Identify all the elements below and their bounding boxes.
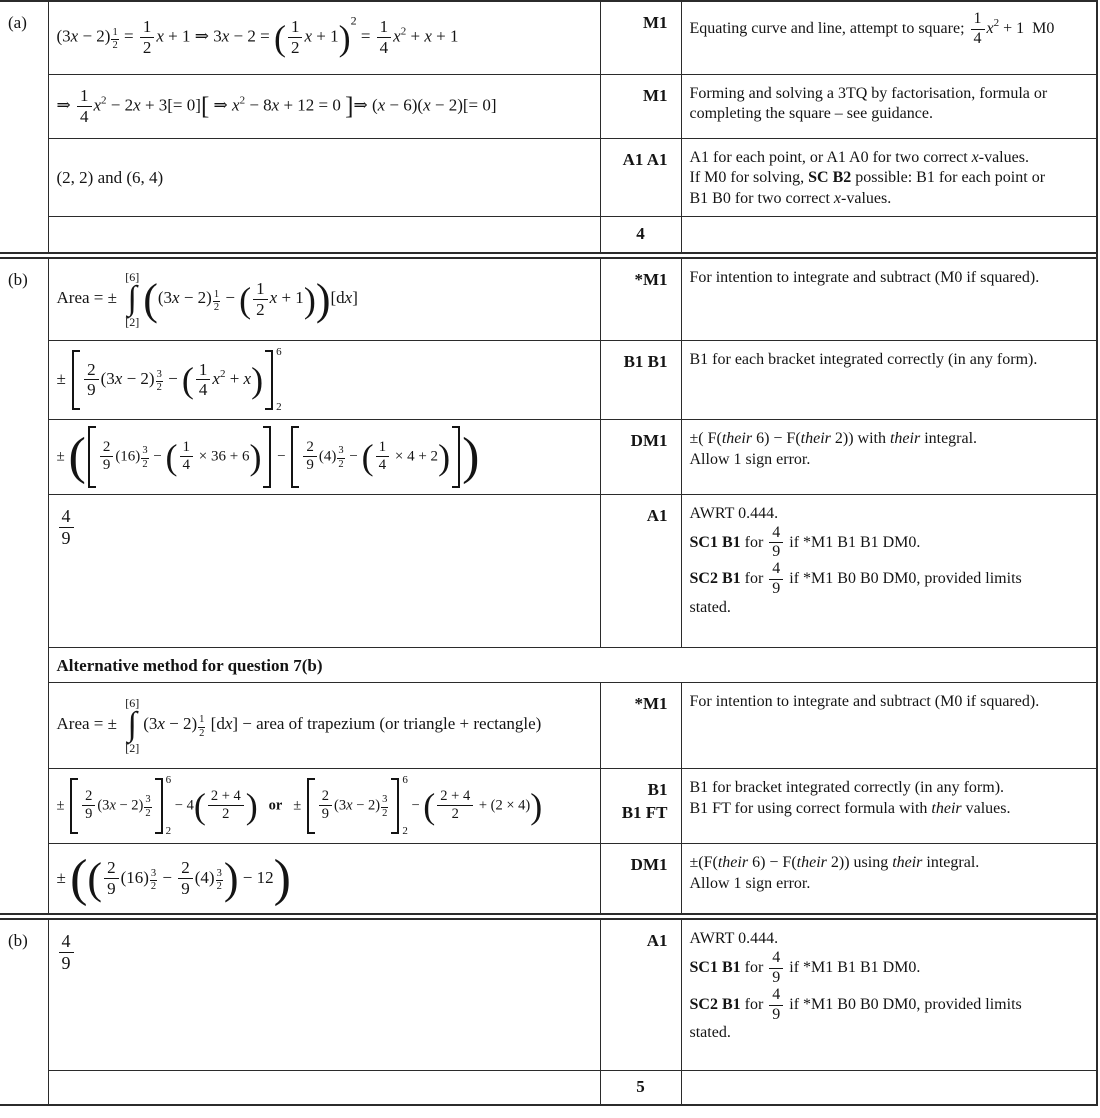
note-a2: Forming and solving a 3TQ by factorisation, formula or completing the square – see guidance. [681,74,1097,138]
working-alt3: ± (( $\frac{2}{9}$ (16) $\frac{3}{2}$ − $\frac{2}{9}$ (4) $\frac{3}{2}$ ) − 12) [48,843,600,914]
note-a1: Equating curve and line, attempt to square; $\frac{1}{4}$ $x^2 + 1$ M0 [681,1,1097,74]
row-a-total [0,216,1097,253]
working-b2: ± $\frac{2}{9}$ (3x − 2) $\frac{3}{2}$ − ( $\frac{1}{4}$ $x^2 + x$) 6 2 [48,340,600,419]
alt-method-header: Alternative method for question 7(b) [48,647,1097,682]
note-alt1: For intention to integrate and subtract (M0 if squared). [681,682,1097,768]
mark-alt2: B1 B1 FT [600,768,681,843]
working-b4: $\frac{4}{9}$ [48,494,600,647]
row-b-final [0,919,1097,1070]
part-label [0,419,48,494]
part-label [0,647,48,682]
part-label [0,682,48,768]
mark-b-final: A1 [600,919,681,1070]
row-alt2 [0,768,1097,843]
working-b-final: $\frac{4}{9}$ [48,919,600,1070]
mark-b1: *M1 [600,258,681,340]
working-alt1: Area = ± [6] ∫ [2] (3x − 2) $\frac{1}{2}$ [dx] − area of trapezium (or triangle + rectangle) [48,682,600,768]
part-label [0,843,48,914]
working-b3: ± ( $\frac{2}{9}$ (16) $\frac{3}{2}$ − ( $\frac{1}{4}$ × 36 + 6) − $\frac{2}{9}$ (4) $\frac{3}{2}$ − ( $\frac{1}{4}$ × 4 + 2) ) [48,419,600,494]
mark-b2: B1 B1 [600,340,681,419]
row-b2 [0,340,1097,419]
mark-b4: A1 [600,494,681,647]
mark-alt1: *M1 [600,682,681,768]
row-b1 [0,258,1097,340]
note-b-final: AWRT 0.444. SC1 B1 for $\frac{4}{9}$ if *M1 B1 B1 DM0. SC2 B1 for $\frac{4}{9}$ if *M1 B0 B0 DM0, provided limits stated. [681,919,1097,1070]
note-a3: A1 for each point, or A1 A0 for two correct x-values. If M0 for solving, SC B2 possible: B1 for each point or B1 B0 for two correct x-values. [681,138,1097,216]
mark-a1: M1 [600,1,681,74]
part-label-b: (b) [0,258,48,340]
working-a1: (3x − 2) $\frac{1}{2}$ = $\frac{1}{2}$ x + 1 ⇒ 3x − 2 = ( $\frac{1}{2}$ x + 1)$^2$ = $\frac{1}{4}$ $x^2 + x + 1$ [48,1,600,74]
mark-a3: A1 A1 [600,138,681,216]
row-alt1 [0,682,1097,768]
working-b1: Area = ± [6] ∫ [2] ((3x − 2) $\frac{1}{2}$ − ( $\frac{1}{2}$ x + 1))[dx] [48,258,600,340]
part-label [0,74,48,138]
note-b4: AWRT 0.444. SC1 B1 for $\frac{4}{9}$ if *M1 B1 B1 DM0. SC2 B1 for $\frac{4}{9}$ if *M1 B0 B0 DM0, provided limits stated. [681,494,1097,647]
part-label [0,768,48,843]
part-label-a: (a) [0,1,48,74]
row-alt3 [0,843,1097,914]
part-label [0,216,48,253]
row-b4 [0,494,1097,647]
note-alt2: B1 for bracket integrated correctly (in any form). B1 FT for using correct formula with their values. [681,768,1097,843]
note-b2: B1 for each bracket integrated correctly (in any form). [681,340,1097,419]
row-a3 [0,138,1097,216]
row-b3 [0,419,1097,494]
working-a3: (2, 2) and (6, 4) [48,138,600,216]
part-label [0,138,48,216]
working-empty [48,216,600,253]
working-a2: ⇒ $\frac{1}{4}$ $x^2 - 2x + 3[= 0]$[ ⇒ $x^2 - 8x + 12 = 0$ ]⇒ (x − 6)(x − 2)[= 0] [48,74,600,138]
row-a2 [0,74,1097,138]
note-empty [681,216,1097,253]
part-label [0,340,48,419]
part-label [0,1070,48,1105]
part-label-b-final: (b) [0,919,48,1070]
note-empty [681,1070,1097,1105]
row-a1 [0,1,1097,74]
working-alt2: ± $\frac{2}{9}$ (3x − 2) $\frac{3}{2}$ 6 2 − 4( $\frac{2 + 4}{2}$ ) or ± $\frac{2}{9}$ (3x − 2) $\frac{3}{2}$ 6 2 − ( $\frac{2 + 4}{2}$ + (2 × 4)) [48,768,600,843]
part-label [0,494,48,647]
mark-a2: M1 [600,74,681,138]
note-alt3: ±(F(their 6) − F(their 2)) using their integral. Allow 1 sign error. [681,843,1097,914]
note-b3: ±( F(their 6) − F(their 2)) with their integral. Allow 1 sign error. [681,419,1097,494]
mark-alt3: DM1 [600,843,681,914]
note-b1: For intention to integrate and subtract (M0 if squared). [681,258,1097,340]
total-marks-a: 4 [600,216,681,253]
row-alt-header [0,647,1097,682]
working-empty [48,1070,600,1105]
row-b-total [0,1070,1097,1105]
mark-b3: DM1 [600,419,681,494]
total-marks-b: 5 [600,1070,681,1105]
